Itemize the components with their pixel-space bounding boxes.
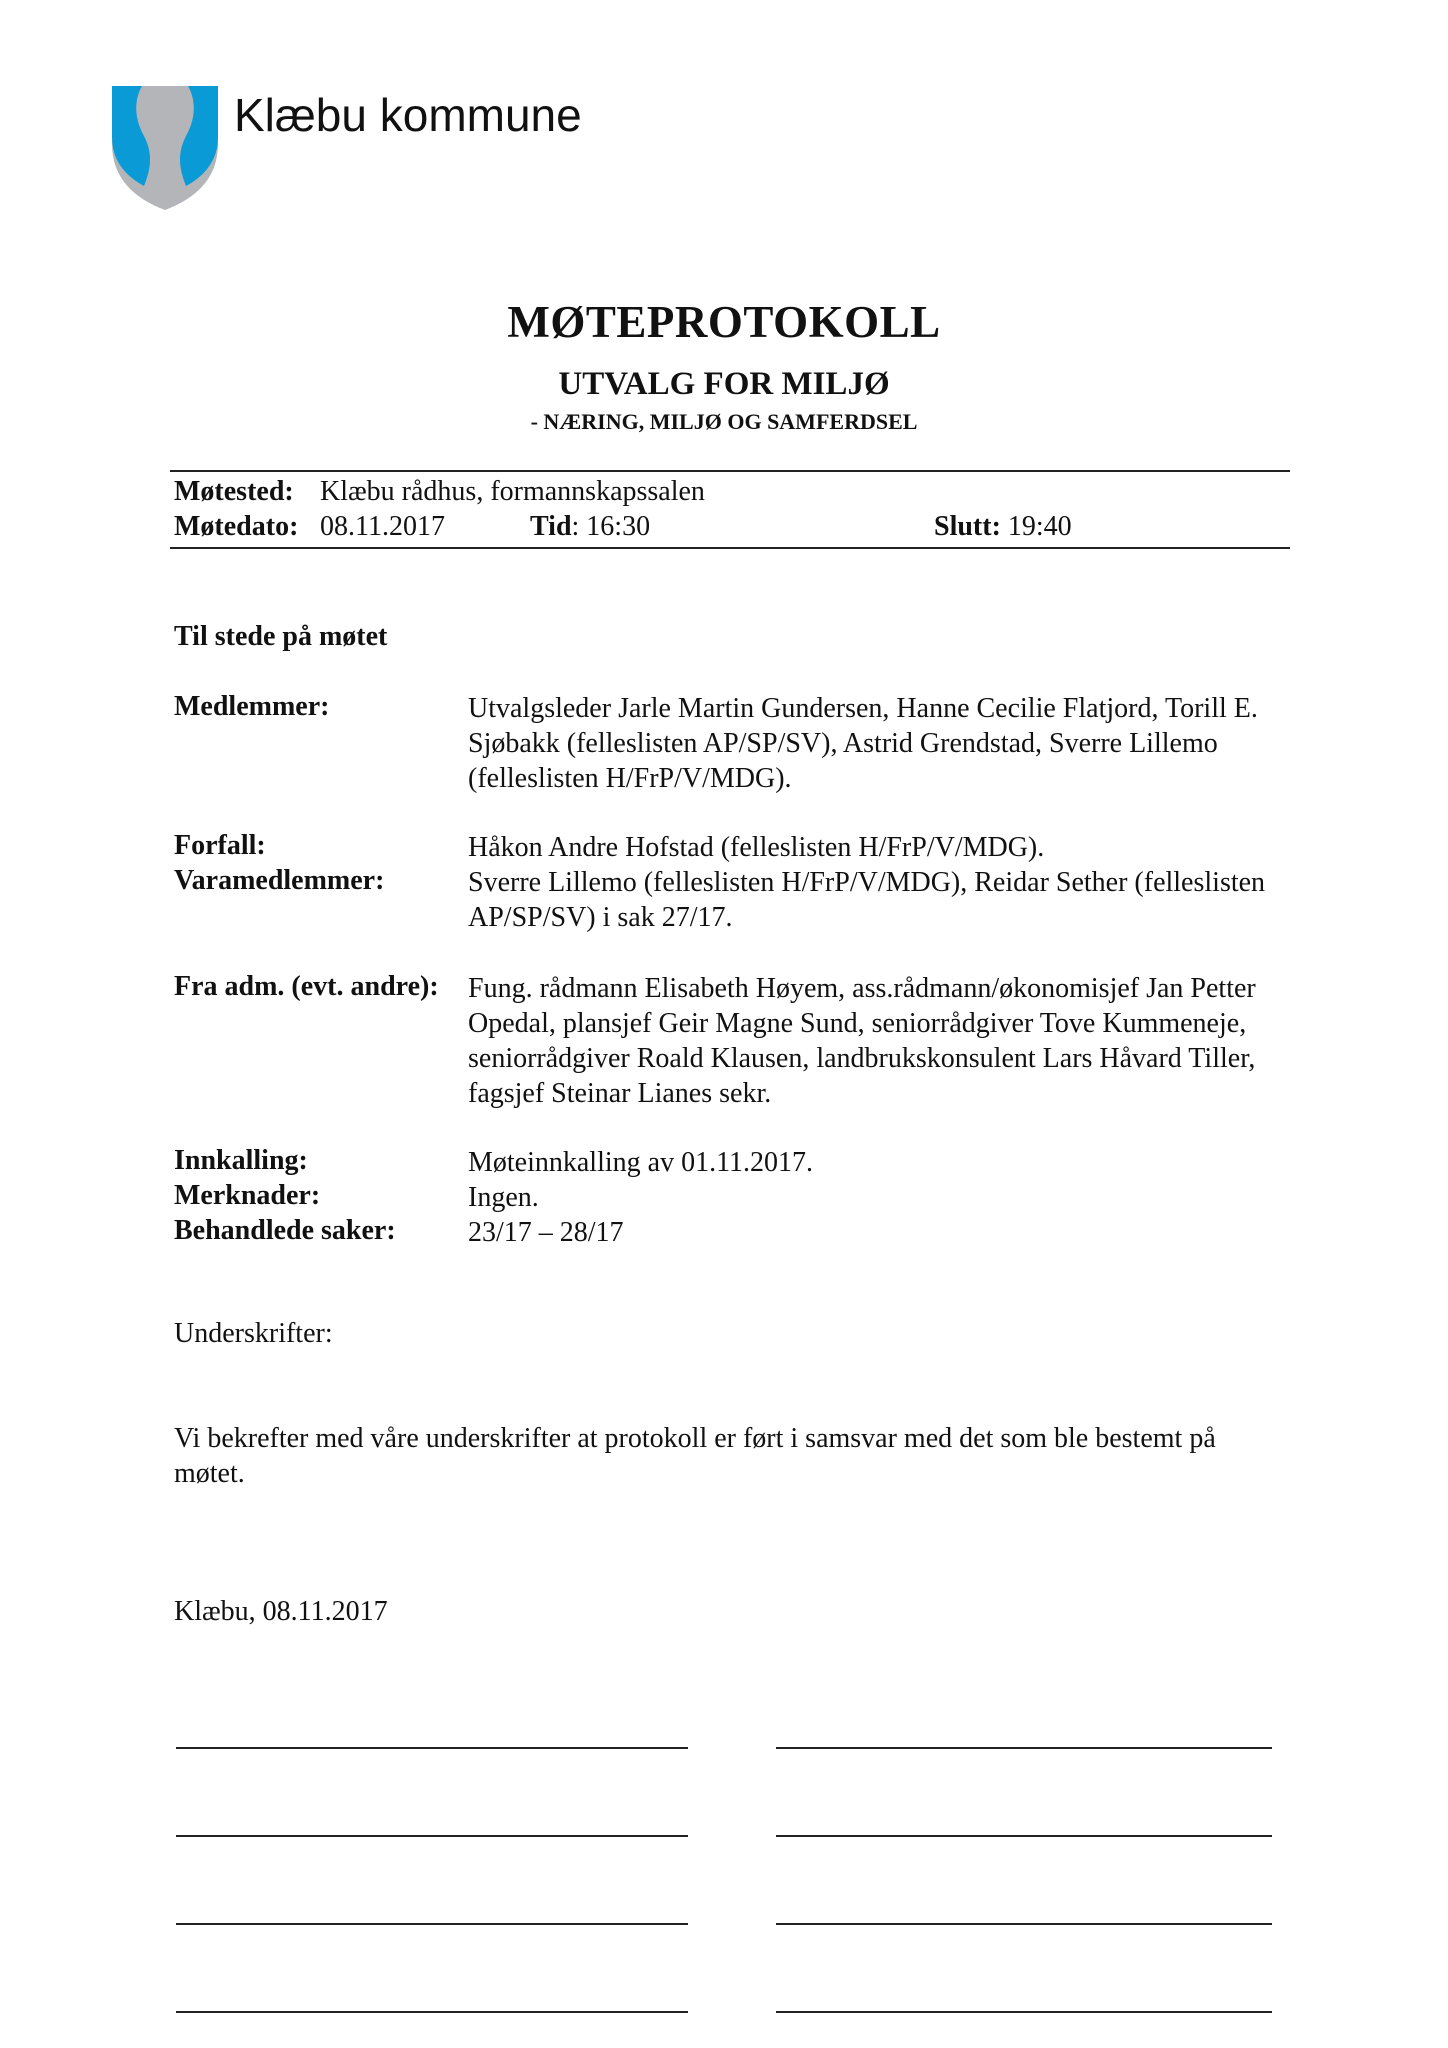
summons-label: Innkalling:	[174, 1145, 308, 1176]
admin-label: Fra adm. (evt. andre):	[174, 971, 439, 1002]
document-title: MØTEPROTOKOLL	[507, 297, 941, 347]
signature-confirmation: Vi bekrefter med våre underskrifter at protokoll er ført i samsvar med det som ble bestemt på møtet.	[174, 1423, 1216, 1489]
signature-line	[776, 1923, 1272, 1925]
committee-name: UTVALG FOR MILJØ	[558, 366, 890, 402]
cases-label: Behandlede saker:	[174, 1215, 396, 1246]
signature-line	[176, 1835, 688, 1837]
meeting-date-value: 08.11.2017	[320, 511, 445, 542]
meeting-place-label: Møtested:	[174, 476, 294, 507]
deputies-label: Varamedlemmer:	[174, 865, 385, 896]
signature-line	[176, 2011, 688, 2013]
signature-line	[776, 1747, 1272, 1749]
committee-subname: - NÆRING, MILJØ OG SAMFERDSEL	[530, 409, 918, 434]
bottom-rule	[170, 547, 1290, 549]
meeting-place-row	[174, 476, 294, 508]
meeting-date-label-text: Møtedato:	[174, 511, 299, 542]
organization-name: Klæbu kommune	[234, 89, 582, 141]
meeting-time-label: Tid	[530, 511, 572, 542]
meeting-date-label	[174, 511, 298, 543]
attendance-heading: Til stede på møtet	[174, 621, 388, 652]
meeting-time	[530, 511, 650, 543]
meeting-place-value: Klæbu rådhus, formannskapssalen	[320, 476, 705, 507]
summons-value: Møteinnkalling av 01.11.2017.	[468, 1147, 814, 1178]
meeting-end-label: Slutt:	[934, 511, 1001, 542]
top-rule	[170, 470, 1290, 472]
absent-value: Håkon Andre Hofstad (felleslisten H/FrP/V/MDG).	[468, 832, 1045, 863]
remarks-value: Ingen.	[468, 1182, 539, 1213]
remarks-label: Merknader:	[174, 1180, 321, 1211]
signature-line	[176, 1923, 688, 1925]
signature-place-date: Klæbu, 08.11.2017	[174, 1596, 388, 1627]
admin-value: Fung. rådmann Elisabeth Høyem, ass.rådmann/økonomisjef Jan Petter Opedal, plansjef Geir Magne Sund, seniorrådgiver Tove Kummeneje, seniorrådgiver Roald Klausen, landbrukskonsulent Lars Håvard Tiller, fagsjef Steinar Lianes sekr.	[468, 973, 1256, 1109]
signature-line	[776, 2011, 1272, 2013]
klaebu-coat-of-arms-logo	[112, 86, 218, 210]
signature-line	[776, 1835, 1272, 1837]
cases-value: 23/17 – 28/17	[468, 1217, 624, 1248]
signature-line	[176, 1747, 688, 1749]
meeting-time-value: : 16:30	[571, 511, 651, 542]
meeting-end-value: 19:40	[1000, 511, 1072, 542]
signatures-heading: Underskrifter:	[174, 1318, 333, 1349]
absent-label: Forfall:	[174, 830, 266, 861]
members-value: Utvalgsleder Jarle Martin Gundersen, Hanne Cecilie Flatjord, Torill E. Sjøbakk (felleslisten AP/SP/SV), Astrid Grendstad, Sverre Lillemo (felleslisten H/FrP/V/MDG).	[468, 693, 1258, 794]
deputies-value: Sverre Lillemo (felleslisten H/FrP/V/MDG), Reidar Sether (felleslisten AP/SP/SV) i sak 27/17.	[468, 867, 1266, 933]
meeting-end	[934, 511, 1072, 543]
members-label: Medlemmer:	[174, 691, 330, 722]
